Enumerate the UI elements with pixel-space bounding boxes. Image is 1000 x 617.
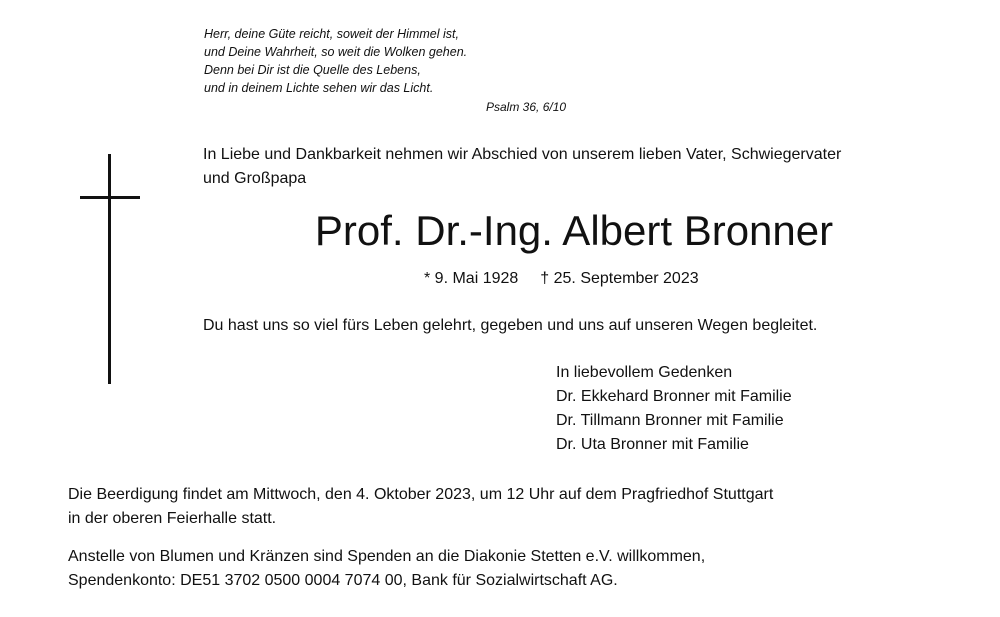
donation-info (68, 545, 948, 593)
donation-line: Spendenkonto: DE51 3702 0500 0004 7074 00, Bank für Sozialwirtschaft AG. (68, 572, 618, 589)
verse-source: Psalm 36, 6/10 (486, 100, 567, 114)
funeral-line: in der oberen Feierhalle statt. (68, 510, 277, 527)
verse-line: und Deine Wahrheit, so weit die Wolken gehen. (204, 45, 468, 59)
mourners-signoff (556, 361, 792, 457)
intro-text (203, 143, 933, 191)
signoff-heading: In liebevollem Gedenken (556, 364, 733, 381)
cross-icon (80, 154, 140, 384)
mourner-name: Dr. Tillmann Bronner mit Familie (556, 412, 784, 429)
cross-horizontal-bar (80, 196, 140, 199)
donation-line: Anstelle von Blumen und Kränzen sind Spenden an die Diakonie Stetten e.V. willkommen, (68, 548, 706, 565)
mourner-name: Dr. Ekkehard Bronner mit Familie (556, 388, 792, 405)
funeral-info (68, 483, 948, 531)
deceased-name: Prof. Dr.-Ing. Albert Bronner (314, 207, 834, 254)
verse-line: Denn bei Dir ist die Quelle des Lebens, (204, 63, 421, 77)
tribute-text: Du hast uns so viel fürs Leben gelehrt, gegeben und uns auf unseren Wegen begleitet. (203, 317, 818, 334)
life-dates (424, 267, 699, 291)
death-date: † 25. September 2023 (540, 270, 699, 287)
verse-line: und in deinem Lichte sehen wir das Licht. (204, 81, 434, 95)
intro-line: In Liebe und Dankbarkeit nehmen wir Abschied von unserem lieben Vater, Schwiegervater (203, 146, 842, 163)
funeral-line: Die Beerdigung findet am Mittwoch, den 4. Oktober 2023, um 12 Uhr auf dem Pragfriedhof Stuttgart (68, 486, 774, 503)
intro-line: und Großpapa (203, 170, 307, 187)
birth-date: * 9. Mai 1928 (424, 270, 519, 287)
mourner-name: Dr. Uta Bronner mit Familie (556, 436, 749, 453)
verse-line: Herr, deine Güte reicht, soweit der Himmel ist, (204, 27, 459, 41)
psalm-verse (204, 25, 604, 97)
cross-vertical-bar (108, 154, 111, 384)
